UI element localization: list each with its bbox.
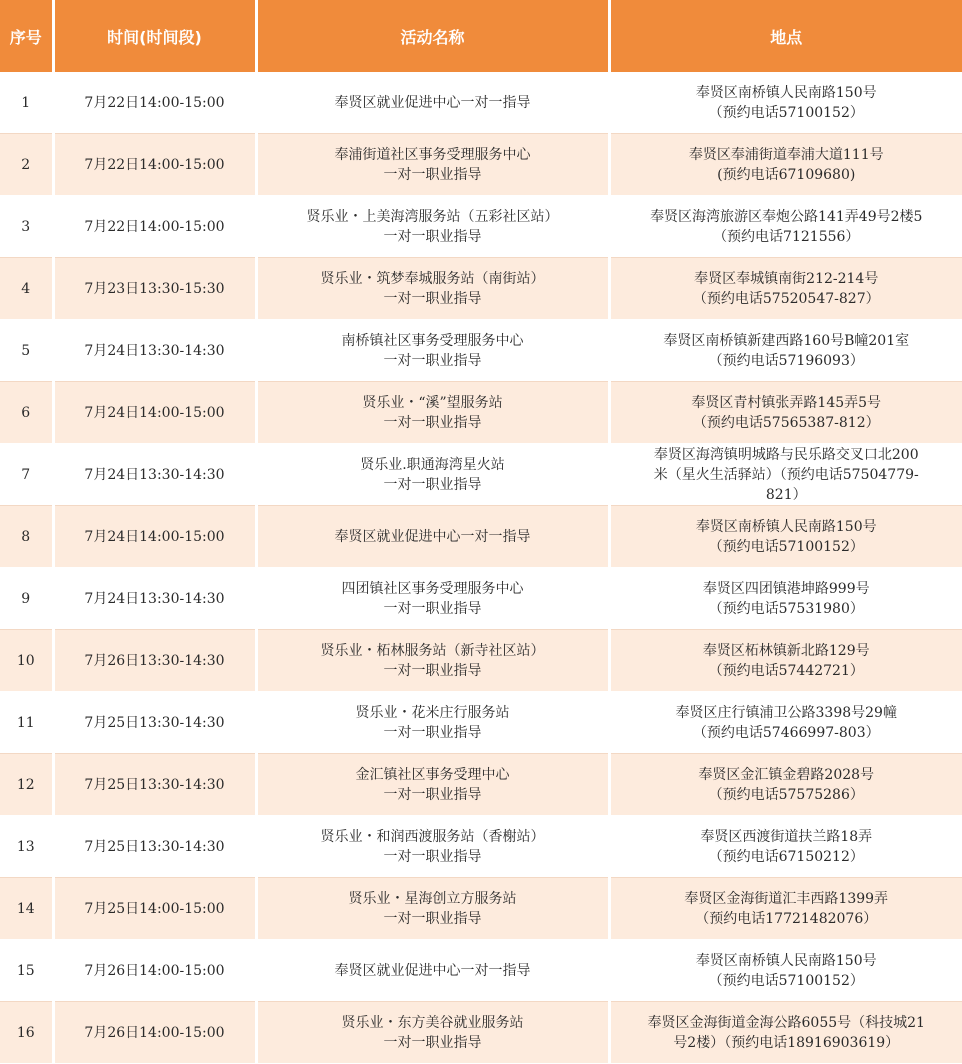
row-number: 4 — [0, 258, 53, 320]
row-activity-name — [256, 754, 609, 816]
row-number: 2 — [0, 134, 53, 196]
row-number: 11 — [0, 692, 53, 754]
row-number: 9 — [0, 568, 53, 630]
location-line: 奉贤区海湾镇明城路与民乐路交叉口北200 — [653, 446, 919, 463]
header-time: 时间(时间段) — [53, 0, 256, 72]
row-activity-name — [256, 258, 609, 320]
row-number: 6 — [0, 382, 53, 444]
row-location — [609, 134, 962, 196]
row-activity-name — [256, 1002, 609, 1064]
location-line: （预约电话57531980） — [708, 600, 864, 617]
row-activity-name — [256, 692, 609, 754]
row-location — [609, 506, 962, 568]
location-line: 奉贤区南桥镇新建西路160号B幢201室 — [663, 332, 910, 349]
table-row — [0, 754, 962, 816]
table-row — [0, 816, 962, 878]
location-line: 奉贤区四团镇港坤路999号 — [702, 580, 870, 597]
row-activity-name — [256, 506, 609, 568]
row-location — [609, 444, 962, 506]
table-row — [0, 568, 962, 630]
activity-name-line: 一对一职业指导 — [383, 786, 482, 803]
activity-name-line: 贤乐业・上美海湾服务站（五彩社区站） — [306, 208, 559, 225]
activity-name-line: 一对一职业指导 — [383, 228, 482, 245]
header-location: 地点 — [609, 0, 962, 72]
row-activity-name — [256, 320, 609, 382]
row-location — [609, 320, 962, 382]
activity-name-line: 贤乐业.职通海湾星火站 — [360, 456, 505, 473]
activity-name-line: 贤乐业・花米庄行服务站 — [355, 704, 510, 721]
row-number: 8 — [0, 506, 53, 568]
location-line: 821） — [765, 486, 807, 503]
location-line: （预约电话57466997-803） — [692, 724, 880, 741]
row-number: 14 — [0, 878, 53, 940]
table-row — [0, 506, 962, 568]
activity-name-line: 贤乐业・筑梦奉城服务站（南街站） — [320, 270, 545, 287]
activity-name-line: 一对一职业指导 — [383, 414, 482, 431]
location-line: 奉贤区海湾旅游区奉炮公路141弄49号2楼5 — [650, 208, 923, 225]
row-location — [609, 1002, 962, 1064]
table-row — [0, 72, 962, 134]
table-row — [0, 320, 962, 382]
row-time: 7月24日14:00-15:00 — [53, 506, 256, 568]
row-location — [609, 630, 962, 692]
row-activity-name — [256, 630, 609, 692]
table-row — [0, 382, 962, 444]
location-line: 奉贤区金汇镇金碧路2028号 — [698, 766, 875, 783]
header-number: 序号 — [0, 0, 53, 72]
table-row — [0, 1002, 962, 1064]
row-activity-name — [256, 816, 609, 878]
row-location — [609, 72, 962, 134]
activity-name-line: 一对一职业指导 — [383, 290, 482, 307]
location-line: 奉贤区奉城镇南街212-214号 — [694, 270, 879, 287]
row-location — [609, 382, 962, 444]
activity-name-line: 一对一职业指导 — [383, 724, 482, 741]
row-time: 7月23日13:30-15:30 — [53, 258, 256, 320]
row-time: 7月25日13:30-14:30 — [53, 754, 256, 816]
location-line: （预约电话57575286） — [708, 786, 864, 803]
activity-name-line: 贤乐业・和润西渡服务站（香榭站） — [320, 828, 545, 845]
location-line: （预约电话17721482076） — [695, 910, 878, 927]
row-activity-name — [256, 72, 609, 134]
row-location — [609, 816, 962, 878]
table-row — [0, 630, 962, 692]
row-number: 10 — [0, 630, 53, 692]
location-line: 奉贤区青村镇张弄路145弄5号 — [691, 394, 882, 411]
row-time: 7月22日14:00-15:00 — [53, 196, 256, 258]
location-line: 奉贤区金海街道汇丰西路1399弄 — [684, 890, 889, 907]
row-number: 5 — [0, 320, 53, 382]
header-activity-name: 活动名称 — [256, 0, 609, 72]
row-time: 7月25日14:00-15:00 — [53, 878, 256, 940]
row-time: 7月22日14:00-15:00 — [53, 72, 256, 134]
row-number: 15 — [0, 940, 53, 1002]
table-row — [0, 692, 962, 754]
row-number: 1 — [0, 72, 53, 134]
row-time: 7月25日13:30-14:30 — [53, 816, 256, 878]
activity-name-line: 一对一职业指导 — [383, 166, 482, 183]
activity-name-line: 一对一职业指导 — [383, 910, 482, 927]
row-location — [609, 196, 962, 258]
row-location — [609, 754, 962, 816]
location-line: 奉贤区奉浦街道奉浦大道111号 — [688, 146, 884, 163]
activity-name-line: 四团镇社区事务受理服务中心 — [341, 580, 524, 597]
row-activity-name — [256, 134, 609, 196]
activity-name-line: 一对一职业指导 — [383, 662, 482, 679]
table-body — [0, 72, 962, 1064]
activity-name-line: 一对一职业指导 — [383, 476, 482, 493]
table-row — [0, 196, 962, 258]
row-activity-name — [256, 444, 609, 506]
row-location — [609, 940, 962, 1002]
activity-name-line: 金汇镇社区事务受理中心 — [355, 766, 510, 783]
row-time: 7月26日13:30-14:30 — [53, 630, 256, 692]
row-number: 13 — [0, 816, 53, 878]
row-number: 12 — [0, 754, 53, 816]
location-line: 米（星火生活驿站）（预约电话57504779- — [653, 466, 919, 483]
activity-name-line: 一对一职业指导 — [383, 600, 482, 617]
row-time: 7月26日14:00-15:00 — [53, 940, 256, 1002]
row-location — [609, 878, 962, 940]
table-row — [0, 134, 962, 196]
activity-name-line: 奉贤区就业促进中心一对一指导 — [334, 962, 531, 979]
activity-name-line: 贤乐业・东方美谷就业服务站 — [341, 1014, 524, 1031]
activity-name-line: 一对一职业指导 — [383, 352, 482, 369]
row-location — [609, 568, 962, 630]
table-row — [0, 258, 962, 320]
location-line: 奉贤区西渡街道扶兰路18弄 — [700, 828, 873, 845]
location-line: （预约电话57442721） — [708, 662, 864, 679]
location-line: （预约电话67150212） — [708, 848, 864, 865]
row-activity-name — [256, 878, 609, 940]
row-time: 7月22日14:00-15:00 — [53, 134, 256, 196]
location-line: 奉贤区南桥镇人民南路150号 — [695, 952, 877, 969]
location-line: （预约电话57100152） — [708, 104, 864, 121]
row-time: 7月24日14:00-15:00 — [53, 382, 256, 444]
table-header-row — [0, 0, 962, 72]
row-activity-name — [256, 568, 609, 630]
row-time: 7月26日14:00-15:00 — [53, 1002, 256, 1064]
table-row — [0, 878, 962, 940]
activity-name-line: 贤乐业・星海创立方服务站 — [348, 890, 517, 907]
row-number: 3 — [0, 196, 53, 258]
location-line: （预约电话57100152） — [708, 972, 864, 989]
row-number: 7 — [0, 444, 53, 506]
activity-name-line: 贤乐业・“溪”望服务站 — [362, 394, 503, 411]
location-line: （预约电话57565387-812） — [692, 414, 880, 431]
row-location — [609, 692, 962, 754]
row-time: 7月24日13:30-14:30 — [53, 444, 256, 506]
table-row — [0, 444, 962, 506]
location-line: （预约电话7121556） — [713, 228, 860, 245]
activity-name-line: 贤乐业・柘林服务站（新寺社区站） — [320, 642, 545, 659]
location-line: 奉贤区南桥镇人民南路150号 — [695, 84, 877, 101]
location-line: （预约电话57100152） — [708, 538, 864, 555]
location-line: （预约电话57520547-827） — [692, 290, 880, 307]
table-row — [0, 940, 962, 1002]
row-time: 7月25日13:30-14:30 — [53, 692, 256, 754]
location-line: 号2楼）（预约电话18916903619） — [673, 1034, 900, 1051]
row-number: 16 — [0, 1002, 53, 1064]
row-activity-name — [256, 196, 609, 258]
location-line: 奉贤区庄行镇浦卫公路3398号29幢 — [675, 704, 897, 721]
activity-name-line: 奉贤区就业促进中心一对一指导 — [334, 94, 531, 111]
activity-name-line: 一对一职业指导 — [383, 1034, 482, 1051]
location-line: 奉贤区南桥镇人民南路150号 — [695, 518, 877, 535]
activity-name-line: 一对一职业指导 — [383, 848, 482, 865]
row-location — [609, 258, 962, 320]
row-time: 7月24日13:30-14:30 — [53, 320, 256, 382]
location-line: (预约电话67109680) — [717, 166, 856, 183]
activity-name-line: 南桥镇社区事务受理服务中心 — [341, 332, 524, 349]
row-activity-name — [256, 940, 609, 1002]
location-line: 奉贤区柘林镇新北路129号 — [702, 642, 870, 659]
row-activity-name — [256, 382, 609, 444]
activity-name-line: 奉贤区就业促进中心一对一指导 — [334, 528, 531, 545]
row-time: 7月24日13:30-14:30 — [53, 568, 256, 630]
location-line: 奉贤区金海街道金海公路6055号（科技城21 — [647, 1014, 925, 1031]
activity-name-line: 奉浦街道社区事务受理服务中心 — [334, 146, 531, 163]
location-line: （预约电话57196093） — [708, 352, 864, 369]
